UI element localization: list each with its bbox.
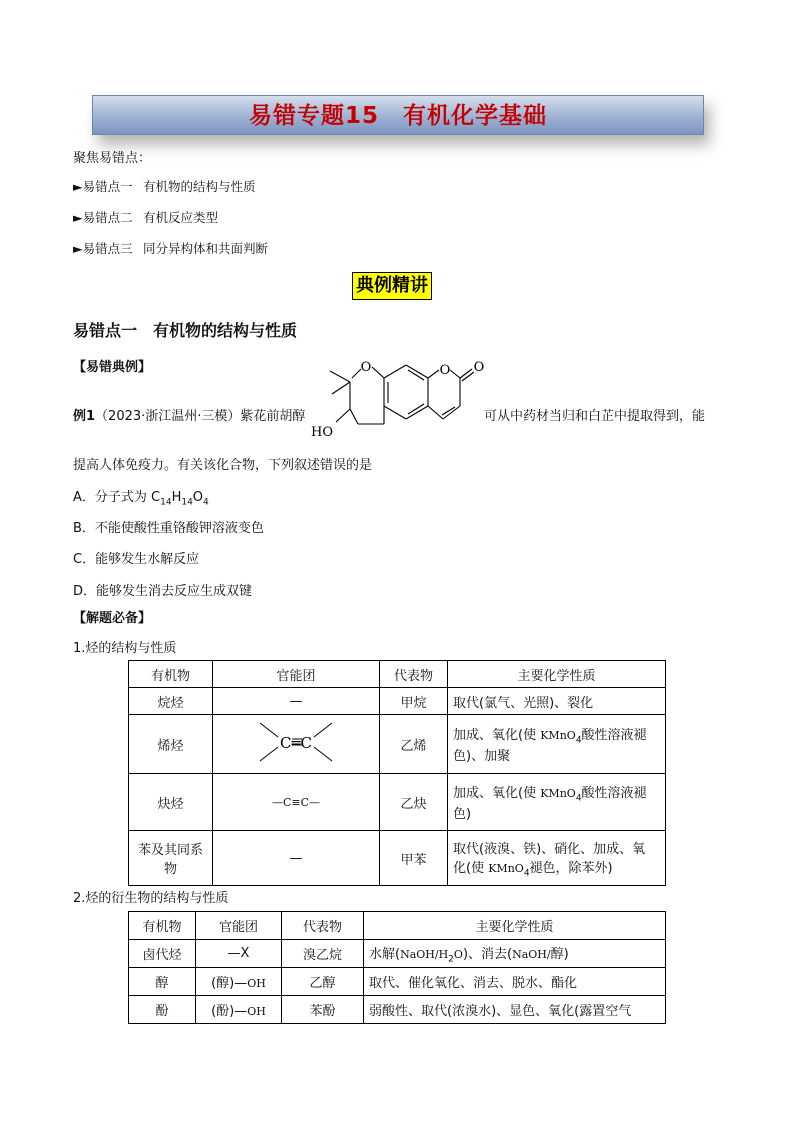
focus-title: 聚焦易错点：	[73, 151, 152, 166]
alkyne-formula: —C≡C—	[271, 795, 321, 809]
table-cell	[213, 715, 380, 774]
table-cell	[196, 968, 282, 996]
hydroxyl-label: HO	[311, 425, 333, 440]
props-text: 取代(液溴、铁)、硝化、加成、氧	[453, 841, 646, 857]
table-cell: —	[213, 831, 380, 886]
props-text: 加成、氧化(使	[453, 727, 541, 743]
example-source: （2023·浙江温州·三模）紫花前胡醇	[95, 409, 306, 424]
formula-sub: 4	[203, 497, 209, 508]
formula-sub: 14	[160, 497, 172, 508]
derivatives-table	[128, 911, 666, 1024]
option-a	[73, 486, 209, 508]
table-row	[129, 715, 666, 774]
focus-item-text: 有机反应类型	[143, 210, 219, 225]
table-cell: 烷烃	[129, 688, 213, 715]
reagent-formula: NaOH/	[512, 947, 551, 961]
table-cell: 弱酸性、取代(浓溴水)、显色、氧化(露置空气	[364, 996, 666, 1024]
focus-item-text: 有机物的结构与性质	[143, 179, 256, 194]
props-text: 化(使	[453, 860, 489, 876]
table-cell: 乙醇	[282, 968, 364, 996]
formula-sub: 4	[523, 868, 530, 879]
group-text: (酚)—	[211, 1004, 248, 1019]
table-row	[129, 688, 666, 715]
prep-tag: 【解题必备】	[73, 611, 152, 626]
table-header: 有机物	[129, 661, 213, 688]
table-cell	[364, 940, 666, 968]
example-label: 例1	[73, 409, 96, 424]
kmno4-formula: KMnO	[488, 861, 524, 875]
table-header-row	[129, 661, 666, 688]
table-header: 有机物	[129, 912, 196, 940]
props-text: 色)	[453, 807, 472, 823]
reagent-formula: NaOH/H	[400, 947, 449, 961]
table-cell	[129, 831, 213, 886]
table-cell	[448, 831, 666, 886]
oxygen-label: O	[439, 363, 451, 378]
props-text: 酸性溶液褪	[581, 727, 647, 743]
formula-sub: 14	[181, 497, 193, 508]
alkene-group-diagram	[246, 717, 346, 767]
oxygen-label: O	[473, 360, 485, 375]
example-line-1-after: 可从中药材当归和白芷中提取得到，能	[484, 409, 706, 424]
table-row	[129, 831, 666, 886]
props-text: 色)、加聚	[453, 749, 511, 765]
props-text: )、消去(	[462, 946, 513, 962]
table-header: 官能团	[213, 661, 380, 688]
option-c: C．能够发生水解反应	[73, 552, 200, 567]
alkene-formula: C═C	[280, 734, 312, 752]
example-tag: 【易错典例】	[73, 360, 152, 375]
name-text: 物	[163, 862, 177, 877]
title-banner	[92, 95, 704, 135]
table1-title: 1.烃的结构与性质	[73, 641, 177, 656]
table-cell	[448, 774, 666, 831]
formula-sub: 4	[575, 793, 582, 804]
focus-item-label: ►易错点三	[73, 241, 133, 256]
table-cell: 卤代烃	[129, 940, 196, 968]
table-cell: 取代(氯气、光照)、裂化	[448, 688, 666, 715]
table-row	[129, 968, 666, 996]
group-formula: OH	[247, 1005, 266, 1018]
table-cell	[196, 996, 282, 1024]
table-cell: 乙烯	[380, 715, 448, 774]
option-d: D．能够发生消去反应生成双键	[73, 584, 253, 599]
section-heading: 易错点一 有机物的结构与性质	[73, 321, 298, 340]
props-text: 加成、氧化(使	[453, 785, 541, 801]
table-cell: 取代、催化氧化、消去、脱水、酯化	[364, 968, 666, 996]
chemical-structure	[308, 356, 488, 444]
table-cell: 苯酚	[282, 996, 364, 1024]
option-b: B．不能使酸性重铬酸钾溶液变色	[73, 521, 264, 536]
table-cell: 烯烃	[129, 715, 213, 774]
group-text: (醇)—	[211, 976, 248, 991]
formula-sub: 2	[448, 954, 454, 965]
example-line-1	[73, 405, 305, 424]
formula-sub: 4	[575, 735, 582, 746]
table-header-row	[129, 912, 666, 940]
focus-item	[73, 177, 256, 195]
table-header: 官能团	[196, 912, 282, 940]
table-cell	[213, 774, 380, 831]
table-row	[129, 940, 666, 968]
table-cell: 醇	[129, 968, 196, 996]
name-text: 苯及其同系	[137, 843, 203, 858]
table-cell	[448, 715, 666, 774]
option-a-prefix: A．分子式为 C	[73, 490, 161, 505]
focus-item	[73, 208, 218, 226]
reagent-formula: O	[453, 947, 463, 961]
table-cell: 甲烷	[380, 688, 448, 715]
table-header: 主要化学性质	[448, 661, 666, 688]
page-title: 易错专题15 有机化学基础	[248, 103, 547, 129]
table2-title: 2.烃的衍生物的结构与性质	[73, 891, 229, 906]
kmno4-formula: KMnO	[540, 728, 576, 742]
table-header: 主要化学性质	[364, 912, 666, 940]
table-cell: —	[213, 688, 380, 715]
focus-item-label: ►易错点二	[73, 210, 133, 225]
section-badge: 典例精讲	[352, 272, 432, 300]
table-row	[129, 774, 666, 831]
props-text: 酸性溶液褪	[581, 785, 647, 801]
table-header: 代表物	[380, 661, 448, 688]
focus-item-text: 同分异构体和共面判断	[143, 241, 269, 256]
props-text: 醇)	[550, 946, 569, 962]
table-cell: 溴乙烷	[282, 940, 364, 968]
oxygen-label: O	[360, 360, 372, 375]
props-text: 水解(	[369, 946, 401, 962]
group-formula: OH	[247, 977, 266, 990]
kmno4-formula: KMnO	[540, 786, 576, 800]
example-line-2: 提高人体免疫力。有关该化合物，下列叙述错误的是	[73, 458, 373, 473]
props-text: 褪色，除苯外)	[529, 860, 613, 876]
table-cell: 酚	[129, 996, 196, 1024]
formula-part: H	[171, 490, 182, 505]
table-cell: —X	[196, 940, 282, 968]
hydrocarbon-table	[128, 660, 666, 886]
focus-item-label: ►易错点一	[73, 179, 133, 194]
table-row	[129, 996, 666, 1024]
formula-part: O	[192, 490, 204, 505]
table-cell: 乙炔	[380, 774, 448, 831]
table-cell: 甲苯	[380, 831, 448, 886]
focus-item	[73, 239, 268, 257]
table-cell: 炔烃	[129, 774, 213, 831]
table-header: 代表物	[282, 912, 364, 940]
